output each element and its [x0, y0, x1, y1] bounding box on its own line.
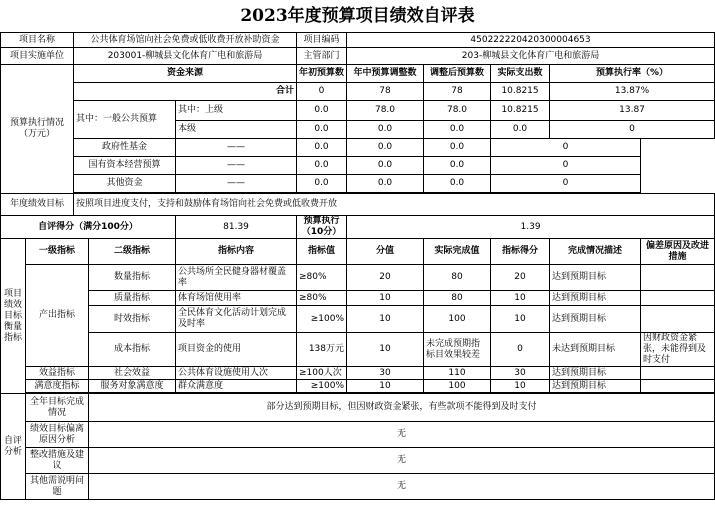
row-desc: 达到预期目标 [550, 291, 641, 306]
row-content: 群众满意度 [176, 380, 297, 393]
row-desc: 达到预期目标 [550, 367, 641, 380]
row-l2: 数量指标 [89, 265, 176, 291]
ind-header-score: 指标得分 [491, 239, 550, 265]
indicators-section-label: 项目绩效目标衡量指标 [1, 239, 26, 394]
other-fund-label: 其他资金 [74, 175, 176, 193]
self-eval-item-label: 整改措施及建议 [26, 448, 89, 474]
row-reason [641, 265, 715, 291]
score-value: 81.39 [176, 216, 297, 239]
row-l2: 质量指标 [89, 291, 176, 306]
row-reason: 因财政资金紧张，未能得到及时支付 [641, 333, 715, 367]
annual-goal-label: 年度绩效目标 [1, 194, 74, 216]
row-desc: 未达到预期目标 [550, 333, 641, 367]
total-adjusted: 78 [424, 83, 491, 101]
gov-fund-adjust: 0.0 [297, 139, 347, 157]
row-desc: 达到预期目标 [550, 306, 641, 333]
gov-fund-actual: 0.0 [424, 139, 491, 157]
sub1-adjusted: 78.0 [424, 101, 491, 121]
score-label: 自评得分（满分100分） [1, 216, 176, 239]
ind-header-actual: 实际完成值 [424, 239, 491, 265]
state-capital-initial: —— [176, 157, 297, 175]
row-content: 体育场馆使用率 [176, 291, 297, 306]
row-actual: 未完成预期指标目效果较差 [424, 333, 491, 367]
project-name: 公共体育场馆向社会免费或低收费开放补助资金 [74, 33, 297, 48]
self-eval-item-text: 部分达到预期目标，但因财政资金紧张，有些款项不能得到及时支付 [89, 394, 715, 422]
gov-fund-initial: —— [176, 139, 297, 157]
state-capital-rate: 0 [491, 157, 641, 175]
self-evaluation-table [0, 32, 715, 500]
budget-header-actual: 实际支出数 [491, 65, 550, 83]
project-code: 450222220420300004653 [347, 33, 715, 48]
satisfaction-indicator-label: 满意度指标 [26, 380, 89, 393]
row-weight: 20 [347, 265, 424, 291]
self-eval-item-text: 无 [89, 448, 715, 474]
output-indicator-label: 产出指标 [26, 265, 89, 367]
row-score: 10 [491, 291, 550, 306]
exec-score-value: 1.39 [347, 216, 715, 239]
row-score: 20 [491, 265, 550, 291]
row-target: ≥80% [297, 291, 347, 306]
row-content: 项目资金的使用 [176, 333, 297, 367]
total-initial: 0 [297, 83, 347, 101]
ind-header-content: 指标内容 [176, 239, 297, 265]
other-fund-actual: 0.0 [424, 175, 491, 193]
page-title: 2023年度预算项目绩效自评表 [240, 6, 475, 26]
row-l2: 成本指标 [89, 333, 176, 367]
row-desc: 达到预期目标 [550, 265, 641, 291]
sub2-actual: 0.0 [491, 121, 550, 139]
gov-fund-rate: 0 [491, 139, 641, 157]
row-actual: 110 [424, 367, 491, 380]
gov-fund-label: 政府性基金 [74, 139, 176, 157]
row-content: 全民体育文化活动计划完成及时率 [176, 306, 297, 333]
row-reason [641, 291, 715, 306]
self-eval-label: 自评分析 [1, 394, 26, 500]
sub1-initial: 0.0 [297, 101, 347, 121]
benefit-indicator-label: 效益指标 [26, 367, 89, 380]
ind-header-reason: 偏差原因及改进措施 [641, 239, 715, 265]
row-l2: 社会效益 [89, 367, 176, 380]
exec-score-label: 预算执行（10分） [297, 216, 347, 239]
row-target: ≥80% [297, 265, 347, 291]
row-score: 10 [491, 306, 550, 333]
self-eval-item-text: 无 [89, 422, 715, 448]
ind-header-desc: 完成情况描述 [550, 239, 641, 265]
sub1-adjust: 78.0 [347, 101, 424, 121]
state-capital-label: 国有资本经营预算 [74, 157, 176, 175]
budget-header-source: 资金来源 [74, 65, 297, 83]
row-l2: 时效指标 [89, 306, 176, 333]
budget-header-rate: 预算执行率（%） [550, 65, 715, 83]
ind-header-weight: 分值 [347, 239, 424, 265]
total-adjust: 78 [347, 83, 424, 101]
row-target: ≥100% [297, 380, 347, 393]
budget-header-initial: 年初预算数 [297, 65, 347, 83]
other-fund-rate: 0 [491, 175, 641, 193]
ind-header-l2: 二级指标 [89, 239, 176, 265]
ind-header-l1: 一级指标 [26, 239, 89, 265]
other-fund-initial: —— [176, 175, 297, 193]
row-weight: 10 [347, 291, 424, 306]
budget-header-adjust: 年中预算调整数 [347, 65, 424, 83]
total-actual: 10.8215 [491, 83, 550, 101]
row-reason [641, 380, 715, 393]
sub2-initial: 0.0 [297, 121, 347, 139]
sub2-adjusted: 0.0 [424, 121, 491, 139]
ind-header-target: 指标值 [297, 239, 347, 265]
project-code-label: 项目编码 [297, 33, 347, 48]
sub1-rate: 13.87 [550, 101, 715, 121]
state-capital-actual: 0.0 [424, 157, 491, 175]
annual-goal-text: 按照项目进度支付，支持和鼓励体育场馆向社会免费或低收费开放 [74, 194, 715, 216]
budget-section-label: 预算执行情况（万元） [1, 65, 74, 194]
general-budget-label: 其中：一般公共预算 [74, 101, 176, 139]
sub2-label: 本级 [176, 121, 297, 139]
sub2-adjust: 0.0 [347, 121, 424, 139]
total-label: 合计 [74, 83, 297, 101]
other-fund-adjusted: 0.0 [347, 175, 424, 193]
row-actual: 80 [424, 265, 491, 291]
row-content: 公共体育设施使用人次 [176, 367, 297, 380]
self-eval-item-text: 无 [89, 474, 715, 500]
other-fund-adjust: 0.0 [297, 175, 347, 193]
row-weight: 10 [347, 333, 424, 367]
sub1-label: 其中：上级 [176, 101, 297, 121]
row-l2: 服务对象满意度 [89, 380, 176, 393]
row-reason [641, 306, 715, 333]
row-score: 0 [491, 333, 550, 367]
row-weight: 30 [347, 367, 424, 380]
row-target: ≥100% [297, 306, 347, 333]
self-eval-item-label: 绩效目标偏离原因分析 [26, 422, 89, 448]
row-score: 30 [491, 367, 550, 380]
row-content: 公共场所全民健身器材覆盖率 [176, 265, 297, 291]
sub1-actual: 10.8215 [491, 101, 550, 121]
self-eval-item-label: 其他需说明问题 [26, 474, 89, 500]
row-weight: 10 [347, 380, 424, 393]
row-actual: 100 [424, 306, 491, 333]
total-rate: 13.87% [550, 83, 715, 101]
row-target: 138万元 [297, 333, 347, 367]
row-weight: 10 [347, 306, 424, 333]
row-score: 10 [491, 380, 550, 393]
state-capital-adjust: 0.0 [297, 157, 347, 175]
unit-label: 项目实施单位 [1, 48, 74, 65]
gov-fund-adjusted: 0.0 [347, 139, 424, 157]
sub2-rate: 0 [550, 121, 715, 139]
dept: 203-柳城县文化体育广电和旅游局 [347, 48, 715, 65]
row-actual: 100 [424, 380, 491, 393]
self-eval-item-label: 全年目标完成情况 [26, 394, 89, 422]
unit: 203001-柳城县文化体育广电和旅游局 [74, 48, 297, 65]
row-target: ≥100人次 [297, 367, 347, 380]
row-actual: 80 [424, 291, 491, 306]
row-reason [641, 367, 715, 380]
budget-header-adjusted: 调整后预算数 [424, 65, 491, 83]
row-desc: 达到预期目标 [550, 380, 641, 393]
state-capital-adjusted: 0.0 [347, 157, 424, 175]
project-name-label: 项目名称 [1, 33, 74, 48]
dept-label: 主管部门 [297, 48, 347, 65]
